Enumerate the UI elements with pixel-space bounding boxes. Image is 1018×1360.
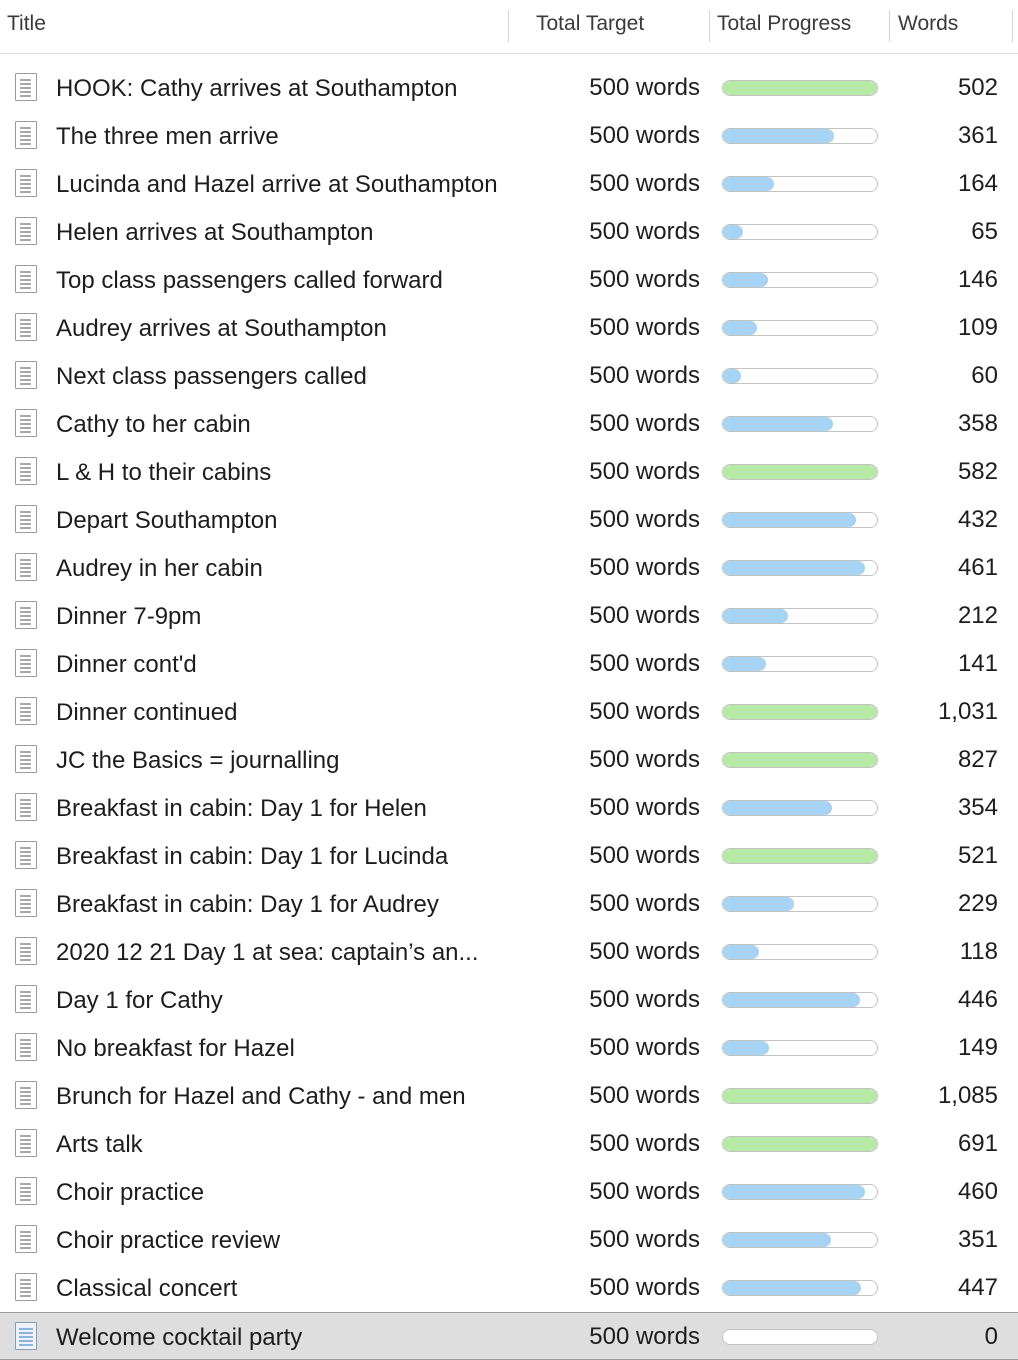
table-row[interactable]	[0, 496, 1018, 544]
row-title: L & H to their cabins	[56, 459, 272, 486]
progress-bar	[722, 800, 878, 816]
table-row[interactable]	[0, 352, 1018, 400]
row-title: Breakfast in cabin: Day 1 for Audrey	[56, 891, 439, 918]
row-word-count: 141	[957, 650, 998, 677]
row-total-target: 500 words	[589, 1323, 700, 1350]
row-total-target: 500 words	[589, 842, 700, 869]
progress-bar	[722, 848, 878, 864]
progress-bar	[722, 80, 878, 96]
table-row[interactable]	[0, 1168, 1018, 1216]
row-word-count: 447	[957, 1274, 998, 1301]
row-title: Top class passengers called forward	[56, 267, 443, 294]
progress-bar	[722, 992, 878, 1008]
document-icon	[15, 745, 37, 773]
progress-bar	[722, 704, 878, 720]
table-row[interactable]	[0, 208, 1018, 256]
document-icon	[15, 985, 37, 1013]
progress-bar-fill	[723, 321, 757, 335]
table-row[interactable]	[0, 880, 1018, 928]
row-word-count: 1,031	[937, 698, 998, 725]
table-row[interactable]	[0, 448, 1018, 496]
row-title: No breakfast for Hazel	[56, 1035, 295, 1062]
progress-bar	[722, 752, 878, 768]
row-title: Audrey in her cabin	[56, 555, 263, 582]
progress-bar-fill	[723, 129, 834, 143]
row-title: Cathy to her cabin	[56, 411, 251, 438]
table-row[interactable]	[0, 688, 1018, 736]
row-title: Dinner cont'd	[56, 651, 197, 678]
document-icon	[15, 457, 37, 485]
progress-bar	[722, 1184, 878, 1200]
row-word-count: 229	[957, 890, 998, 917]
row-title: Choir practice	[56, 1179, 205, 1206]
progress-bar-fill	[723, 945, 759, 959]
progress-bar	[722, 656, 878, 672]
progress-bar-fill	[723, 993, 860, 1007]
row-total-target: 500 words	[589, 938, 700, 965]
row-word-count: 358	[957, 410, 998, 437]
row-total-target: 500 words	[589, 1034, 700, 1061]
table-row[interactable]	[0, 112, 1018, 160]
progress-bar	[722, 608, 878, 624]
row-title: Lucinda and Hazel arrive at Southampton	[56, 171, 498, 198]
progress-bar	[722, 464, 878, 480]
document-icon	[15, 169, 37, 197]
column-divider[interactable]	[1012, 10, 1013, 42]
document-icon	[15, 73, 37, 101]
document-icon	[15, 217, 37, 245]
progress-bar	[722, 1232, 878, 1248]
progress-bar-fill	[723, 177, 774, 191]
row-title: JC the Basics = journalling	[56, 747, 340, 774]
progress-bar-fill	[723, 417, 833, 431]
row-title: Arts talk	[56, 1131, 143, 1158]
progress-bar-fill	[723, 1089, 877, 1103]
progress-bar-fill	[723, 609, 788, 623]
document-icon	[15, 553, 37, 581]
document-icon	[15, 1033, 37, 1061]
progress-bar	[722, 320, 878, 336]
row-word-count: 149	[957, 1034, 998, 1061]
row-word-count: 60	[971, 362, 998, 389]
row-total-target: 500 words	[589, 74, 700, 101]
document-icon	[15, 505, 37, 533]
progress-bar	[722, 896, 878, 912]
row-word-count: 827	[957, 746, 998, 773]
table-row[interactable]	[0, 832, 1018, 880]
row-title: The three men arrive	[56, 123, 279, 150]
row-title: Classical concert	[56, 1275, 238, 1302]
progress-bar-fill	[723, 657, 766, 671]
table-row[interactable]	[0, 784, 1018, 832]
progress-bar	[722, 1136, 878, 1152]
document-icon	[15, 841, 37, 869]
row-total-target: 500 words	[589, 746, 700, 773]
row-word-count: 351	[957, 1226, 998, 1253]
document-icon	[15, 649, 37, 677]
row-word-count: 691	[957, 1130, 998, 1157]
document-icon	[15, 1273, 37, 1301]
progress-bar-fill	[723, 273, 768, 287]
row-title: Day 1 for Cathy	[56, 987, 223, 1014]
progress-bar-fill	[723, 1041, 769, 1055]
row-total-target: 500 words	[589, 554, 700, 581]
column-header-words[interactable]: Words	[898, 12, 959, 35]
progress-bar	[722, 1040, 878, 1056]
column-divider[interactable]	[508, 10, 509, 42]
row-total-target: 500 words	[589, 698, 700, 725]
row-word-count: 432	[957, 506, 998, 533]
progress-bar	[722, 560, 878, 576]
progress-bar	[722, 368, 878, 384]
document-icon	[15, 409, 37, 437]
row-word-count: 118	[959, 938, 998, 965]
row-total-target: 500 words	[589, 506, 700, 533]
row-title: 2020 12 21 Day 1 at sea: captain’s an...	[56, 939, 479, 966]
row-word-count: 164	[957, 170, 998, 197]
row-title: Depart Southampton	[56, 507, 278, 534]
row-total-target: 500 words	[589, 602, 700, 629]
progress-bar-fill	[723, 513, 856, 527]
row-total-target: 500 words	[589, 266, 700, 293]
row-title: Choir practice review	[56, 1227, 281, 1254]
column-header-total-target[interactable]: Total Target	[536, 12, 645, 35]
row-word-count: 502	[957, 74, 998, 101]
document-icon	[15, 1322, 37, 1350]
document-icon	[15, 1081, 37, 1109]
progress-bar-fill	[723, 1281, 861, 1295]
row-word-count: 361	[957, 122, 998, 149]
table-row[interactable]	[0, 976, 1018, 1024]
document-icon	[15, 121, 37, 149]
table-row[interactable]	[0, 160, 1018, 208]
row-word-count: 212	[957, 602, 998, 629]
table-row[interactable]	[0, 544, 1018, 592]
table-row[interactable]	[0, 592, 1018, 640]
table-row[interactable]	[0, 736, 1018, 784]
progress-bar-fill	[723, 1137, 877, 1151]
row-title: Welcome cocktail party	[56, 1324, 303, 1351]
progress-bar-fill	[723, 1185, 865, 1199]
document-icon	[15, 889, 37, 917]
progress-bar	[722, 416, 878, 432]
row-word-count: 1,085	[937, 1082, 998, 1109]
column-header-bar	[0, 0, 1018, 54]
table-row[interactable]	[0, 1024, 1018, 1072]
row-word-count: 582	[957, 458, 998, 485]
table-row[interactable]	[0, 304, 1018, 352]
row-word-count: 109	[957, 314, 998, 341]
row-total-target: 500 words	[589, 986, 700, 1013]
progress-bar-fill	[723, 753, 877, 767]
row-total-target: 500 words	[589, 1178, 700, 1205]
document-icon	[15, 1177, 37, 1205]
row-total-target: 500 words	[589, 410, 700, 437]
table-row[interactable]	[0, 1264, 1018, 1312]
document-icon	[15, 1129, 37, 1157]
row-word-count: 0	[984, 1323, 998, 1350]
row-total-target: 500 words	[589, 218, 700, 245]
column-divider[interactable]	[709, 10, 710, 42]
column-divider[interactable]	[889, 10, 890, 42]
row-title: Helen arrives at Southampton	[56, 219, 374, 246]
row-total-target: 500 words	[589, 1226, 700, 1253]
progress-bar	[722, 176, 878, 192]
row-total-target: 500 words	[589, 1082, 700, 1109]
document-icon	[15, 937, 37, 965]
document-icon	[15, 265, 37, 293]
row-word-count: 65	[971, 218, 998, 245]
row-word-count: 461	[957, 554, 998, 581]
row-word-count: 446	[957, 986, 998, 1013]
row-total-target: 500 words	[589, 122, 700, 149]
document-icon	[15, 697, 37, 725]
table-row[interactable]	[0, 640, 1018, 688]
row-word-count: 460	[957, 1178, 998, 1205]
progress-bar	[722, 128, 878, 144]
row-total-target: 500 words	[589, 362, 700, 389]
row-total-target: 500 words	[589, 170, 700, 197]
progress-bar	[722, 1088, 878, 1104]
outline-list	[0, 64, 1018, 1360]
row-title: Audrey arrives at Southampton	[56, 315, 387, 342]
row-word-count: 146	[957, 266, 998, 293]
progress-bar	[722, 944, 878, 960]
row-title: Dinner continued	[56, 699, 238, 726]
row-title: Next class passengers called	[56, 363, 367, 390]
progress-bar	[722, 512, 878, 528]
progress-bar-fill	[723, 1233, 831, 1247]
table-row[interactable]	[0, 1072, 1018, 1120]
table-row[interactable]	[0, 64, 1018, 112]
table-row[interactable]	[0, 400, 1018, 448]
progress-bar-fill	[723, 801, 832, 815]
row-title: Breakfast in cabin: Day 1 for Helen	[56, 795, 427, 822]
progress-bar-fill	[723, 225, 743, 239]
document-icon	[15, 313, 37, 341]
document-icon	[15, 601, 37, 629]
document-icon	[15, 1225, 37, 1253]
progress-bar	[722, 1329, 878, 1345]
row-total-target: 500 words	[589, 458, 700, 485]
progress-bar-fill	[723, 369, 741, 383]
table-row[interactable]	[0, 1216, 1018, 1264]
row-total-target: 500 words	[589, 1130, 700, 1157]
row-title: Dinner 7-9pm	[56, 603, 202, 630]
column-header-title[interactable]: Title	[7, 12, 46, 35]
progress-bar-fill	[723, 81, 877, 95]
table-row[interactable]	[0, 1312, 1018, 1360]
row-word-count: 521	[957, 842, 998, 869]
row-total-target: 500 words	[589, 1274, 700, 1301]
row-title: HOOK: Cathy arrives at Southampton	[56, 75, 458, 102]
progress-bar-fill	[723, 561, 865, 575]
column-header-total-progress[interactable]: Total Progress	[717, 12, 852, 35]
row-total-target: 500 words	[589, 794, 700, 821]
document-icon	[15, 793, 37, 821]
progress-bar	[722, 224, 878, 240]
progress-bar-fill	[723, 897, 794, 911]
row-total-target: 500 words	[589, 314, 700, 341]
row-total-target: 500 words	[589, 650, 700, 677]
progress-bar-fill	[723, 705, 877, 719]
table-row[interactable]	[0, 256, 1018, 304]
progress-bar	[722, 272, 878, 288]
progress-bar	[722, 1280, 878, 1296]
progress-bar-fill	[723, 849, 877, 863]
table-row[interactable]	[0, 928, 1018, 976]
row-title: Breakfast in cabin: Day 1 for Lucinda	[56, 843, 449, 870]
row-title: Brunch for Hazel and Cathy - and men	[56, 1083, 466, 1110]
row-total-target: 500 words	[589, 890, 700, 917]
progress-bar-fill	[723, 465, 877, 479]
table-row[interactable]	[0, 1120, 1018, 1168]
row-word-count: 354	[957, 794, 998, 821]
document-icon	[15, 361, 37, 389]
